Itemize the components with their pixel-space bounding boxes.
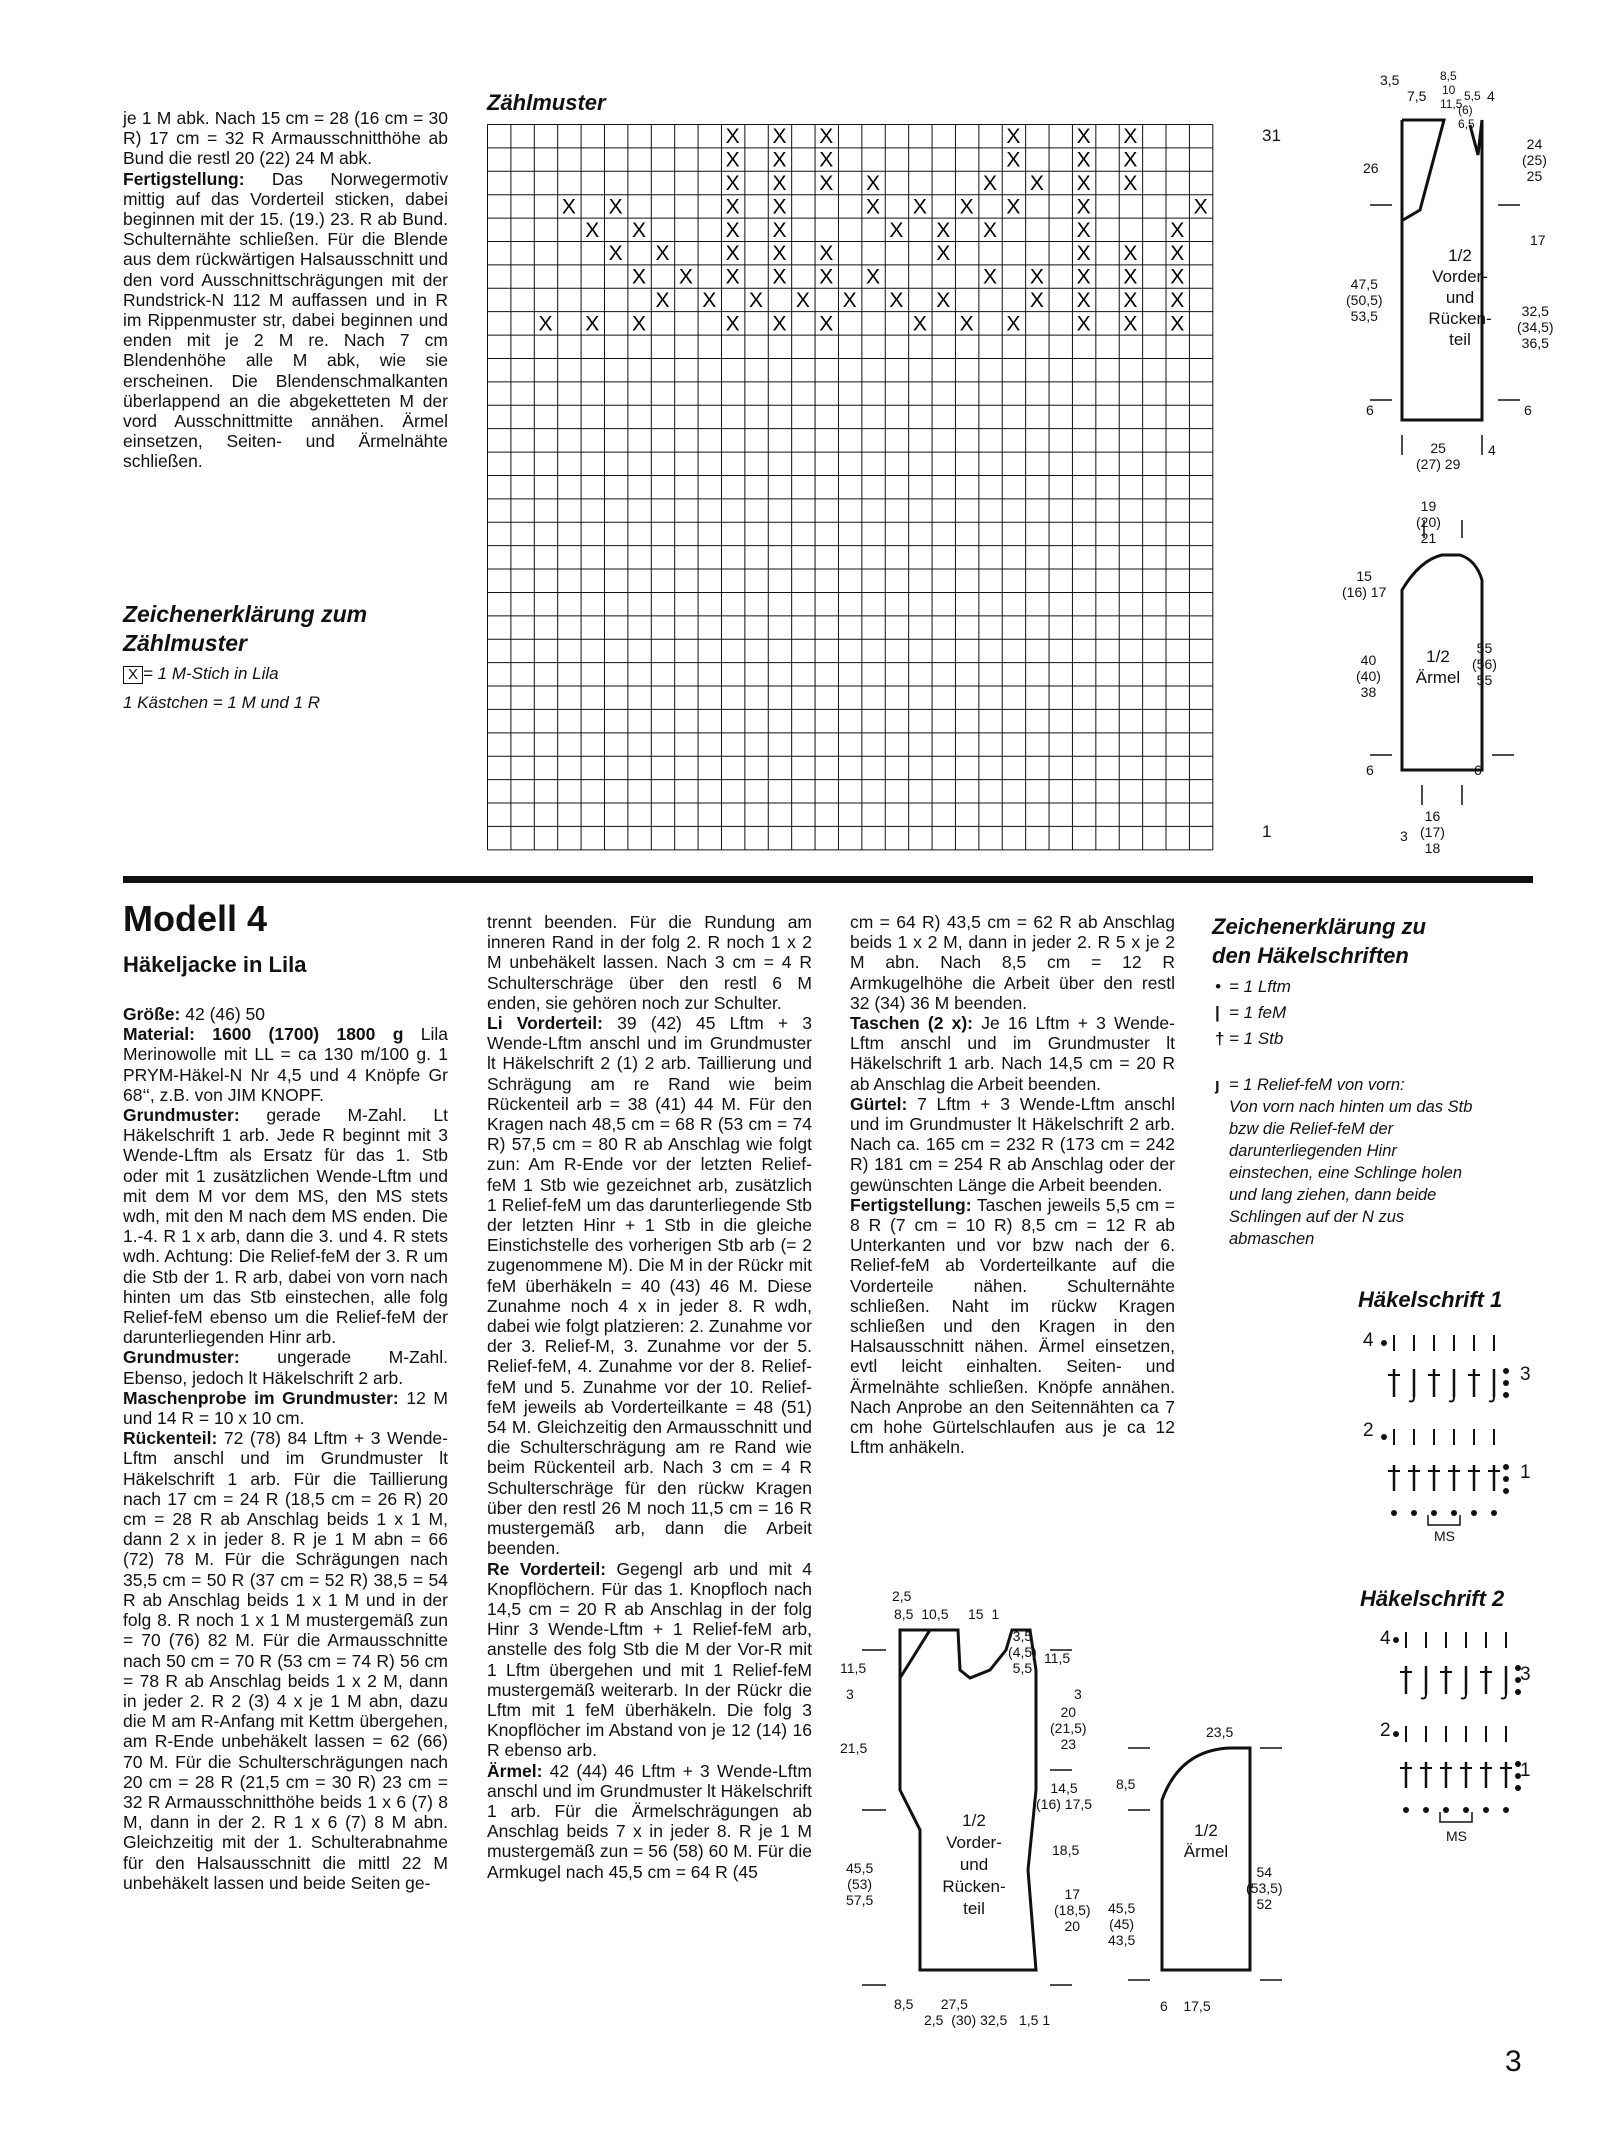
s1-bottom-25: 25 (27) 29 bbox=[1416, 440, 1461, 472]
grid-x-mark: X bbox=[795, 288, 810, 312]
grid-x-mark: X bbox=[1076, 195, 1091, 219]
hs1-ms: MS bbox=[1434, 1528, 1455, 1544]
grid-x-mark: X bbox=[1076, 218, 1091, 242]
s2-right-6: 6 bbox=[1474, 762, 1482, 778]
s1-top-f: 5,5 bbox=[1464, 89, 1481, 103]
grid-x-mark: X bbox=[819, 148, 834, 172]
paragraph-lead: Maschenprobe im Grundmuster: bbox=[123, 1387, 399, 1408]
s3-top-row: 8,5 10,5 15 1 bbox=[894, 1606, 1000, 1622]
legend1-title: Zeichenerklärung zum Zählmuster bbox=[123, 601, 368, 656]
s2-left-40: 40 (40) 38 bbox=[1356, 652, 1381, 700]
grid-x-mark: X bbox=[585, 312, 600, 336]
paragraph-lead: Li Vorderteil: bbox=[487, 1013, 603, 1034]
legend2-relief: ȷ = 1 Relief-feM von vorn: Von vorn nach hinten um das Stb bzw die Relief-feM der darunterliegenden Hinr einstechen, eine Schlinge holen und lang ziehen, dann beide Schlingen auf der N zus abmaschen bbox=[1215, 1076, 1473, 1248]
repeat-bracket bbox=[1440, 1812, 1472, 1822]
grid-x-mark: X bbox=[842, 288, 857, 312]
grid-x-mark: X bbox=[912, 195, 927, 219]
grid-x-mark: X bbox=[725, 148, 740, 172]
grid-x-mark: X bbox=[1170, 288, 1185, 312]
chain-dot bbox=[1503, 1807, 1509, 1813]
grid-x-mark: X bbox=[866, 195, 881, 219]
dot-icon: • bbox=[1215, 977, 1221, 996]
s2-center: 1/2 Ärmel bbox=[1415, 647, 1461, 687]
s1-top-a: 3,5 bbox=[1380, 72, 1400, 88]
s4-bottom: 6 17,5 bbox=[1160, 1998, 1211, 2014]
chain-dot bbox=[1443, 1807, 1449, 1813]
relief-hook bbox=[1449, 1397, 1454, 1402]
s3-r115: 11,5 bbox=[1044, 1650, 1071, 1666]
paragraph-lead: Fertigstellung: bbox=[850, 1194, 972, 1215]
page-number: 3 bbox=[1505, 2045, 1522, 2078]
paragraph-lead: Grundmuster: bbox=[123, 1105, 240, 1126]
grid-x-mark: X bbox=[772, 265, 787, 289]
chain-dot bbox=[1515, 1689, 1521, 1695]
paragraph: Maschenprobe im Grundmuster: 12 M und 14 R = 10 x 10 cm. bbox=[123, 1387, 448, 1429]
grid-x-mark: X bbox=[632, 265, 647, 289]
s2-right-55: 55 (56) 55 bbox=[1472, 640, 1497, 688]
s1-right-6: 6 bbox=[1524, 402, 1532, 418]
grid-x-mark: X bbox=[608, 242, 623, 266]
s3-r3: 3 bbox=[1074, 1686, 1082, 1702]
grid-x-mark: X bbox=[772, 242, 787, 266]
paragraph: Li Vorderteil: 39 (42) 45 Lftm + 3 Wende-Lftm anschl und im Grundmuster lt Häkelschrift 2 (1) 2 arb. Taillierung und Schrägung am re Rand wie beim Rückenteil arb = 38 (41) 44 M. Für den Kragen nach 48,5 cm = 68 R (53 cm = 74 R) 57,5 cm = 80 R ab Anschlag wie folgt zun: Am R-Ende vor der letzten Relief-feM 1 Stb wie gezeichnet arb, zusätzlich 1 Relief-feM um das darunterliegende Stb der letzten Hinr + 1 Stb in die gleiche Einstichstelle des vorherigen Stb arb (= 2 zugenommene M). Die M in der Rückr mit feM überhäkeln = 40 (43) 46 M. Diese Zunahme noch 4 x in jeder 8. R wdh, dabei wie folgt platzieren: 2. Zunahme vor der 3. Relief-M, 3. Zunahme vor der 5. Relief-feM, 4. Zunahme vor der 8. Relief-feM und 5. Zunahme vor der 10. Relief-feM jeweils ab Vorderteilkante = 48 (51) 54 M. Gleichzeitig den Armausschnitt und die Schulterschrägung am re Rand wie beim Rückenteil arb. Nach 3 cm = 4 R Schulterschräge für den rückw Kragen über den restl 26 M noch 11,5 cm = 16 R mustergemäß arb, dann die Arbeit beenden. bbox=[487, 1013, 812, 1559]
s2-left-15: 15 (16) 17 bbox=[1342, 568, 1387, 600]
s1-bottom-4: 4 bbox=[1488, 442, 1496, 458]
grid-x-mark: X bbox=[1193, 195, 1208, 219]
relief-icon: ȷ bbox=[1215, 1076, 1220, 1094]
hs2-row1: 1 bbox=[1520, 1760, 1531, 1781]
relief-hook bbox=[1409, 1397, 1414, 1402]
chain-dot bbox=[1503, 1488, 1509, 1494]
hs1-row2: 2 bbox=[1363, 1420, 1374, 1441]
s1-top-c: 8,5 bbox=[1440, 69, 1457, 83]
grid-x-mark: X bbox=[983, 218, 998, 242]
grid-x-mark: X bbox=[819, 125, 834, 149]
s4-l455: 45,5 (45) 43,5 bbox=[1108, 1900, 1136, 1948]
grid-x-mark: X bbox=[608, 195, 623, 219]
grid-x-mark: X bbox=[1170, 242, 1185, 266]
s2-left-6: 6 bbox=[1366, 762, 1374, 778]
s1-top-b: 7,5 bbox=[1407, 88, 1427, 104]
s4-r54: 54 (53,5) 52 bbox=[1246, 1864, 1283, 1912]
relief-hook bbox=[1489, 1397, 1494, 1402]
paragraph: Ärmel: 42 (44) 46 Lftm + 3 Wende-Lftm anschl und im Grundmuster lt Häkelschrift 1 arb. Für die Ärmelschrägungen ab Anschlag beids 7 x in jeder 8. R je 1 M mustergemäß zun = 56 (58) 60 M. Für die Armkugel nach 45,5 cm = 64 R (45 bbox=[487, 1760, 812, 1882]
s3-l115: 11,5 bbox=[840, 1660, 867, 1676]
s1-left-475: 47,5 (50,5) 53,5 bbox=[1346, 276, 1383, 324]
s3-t2: 3,5 (4,5) 5,5 bbox=[1008, 1628, 1037, 1676]
grid-x-mark: X bbox=[912, 312, 927, 336]
chain-dot bbox=[1393, 1637, 1399, 1643]
grid-x-mark: X bbox=[1123, 265, 1138, 289]
s1-center: 1/2 Vorder- und Rücken- teil bbox=[1428, 246, 1492, 349]
hs1-row1: 1 bbox=[1520, 1462, 1531, 1483]
s3-r185: 18,5 bbox=[1052, 1842, 1080, 1858]
grid-x-mark: X bbox=[725, 171, 740, 195]
chain-dot bbox=[1471, 1510, 1477, 1516]
grid-x-mark: X bbox=[1006, 125, 1021, 149]
paragraph-lead: Rückenteil: bbox=[123, 1428, 218, 1449]
text-column-3 bbox=[850, 912, 1175, 1457]
paragraph-lead: Gürtel: bbox=[850, 1093, 908, 1114]
grid-x-mark: X bbox=[936, 288, 951, 312]
s4-center: 1/2 Ärmel bbox=[1183, 1821, 1229, 1861]
grid-x-mark: X bbox=[1123, 125, 1138, 149]
s3-bottom-2: 2,5 (30) 32,5 1,5 1 bbox=[924, 2012, 1051, 2028]
grid-x-mark: X bbox=[1076, 265, 1091, 289]
paragraph-lead: Taschen (2 x): bbox=[850, 1013, 974, 1034]
grid-x-mark: X bbox=[725, 125, 740, 149]
s1-top-g: (6) bbox=[1458, 103, 1473, 117]
grid-row-label-bottom: 1 bbox=[1262, 822, 1272, 841]
grid-x-mark: X bbox=[678, 265, 693, 289]
grid-x-mark: X bbox=[772, 148, 787, 172]
grid-x-mark: X bbox=[538, 312, 553, 336]
s3-r145: 14,5 (16) 17,5 bbox=[1036, 1780, 1093, 1812]
grid-x-mark: X bbox=[819, 265, 834, 289]
s3-r20: 20 (21,5) 23 bbox=[1050, 1704, 1087, 1752]
grid-x-mark: X bbox=[632, 312, 647, 336]
model-subtitle: Häkeljacke in Lila bbox=[123, 952, 307, 977]
paragraph-lead: Re Vorderteil: bbox=[487, 1558, 607, 1579]
hs1-row4: 4 bbox=[1363, 1330, 1374, 1351]
chain-dot bbox=[1411, 1510, 1417, 1516]
grid-x-mark: X bbox=[1029, 171, 1044, 195]
grid-x-mark: X bbox=[936, 242, 951, 266]
legend2-lftm: • = 1 Lftm bbox=[1215, 974, 1291, 1000]
grid-x-mark: X bbox=[1029, 288, 1044, 312]
chain-dot bbox=[1515, 1785, 1521, 1791]
s1-right-325: 32,5 (34,5) 36,5 bbox=[1517, 303, 1554, 351]
paragraph: Material: 1600 (1700) 1800 g Lila Merinowolle mit LL = ca 130 m/100 g. 1 PRYM-Häkel-N Nr 4,5 und 4 Knöpfe Gr 68‘‘, z.B. von JIM KNOPF. bbox=[123, 1024, 448, 1105]
relief-hook bbox=[1501, 1694, 1506, 1699]
grid-x-mark: X bbox=[819, 242, 834, 266]
chain-dot bbox=[1503, 1392, 1509, 1398]
top-left-text bbox=[123, 108, 448, 472]
relief-hook bbox=[1421, 1694, 1426, 1699]
counting-grid bbox=[487, 124, 1257, 854]
grid-x-mark: X bbox=[1123, 242, 1138, 266]
schematic-sleeve-bottom bbox=[1110, 1720, 1330, 2020]
grid-x-mark: X bbox=[585, 218, 600, 242]
hs2-row4: 4 bbox=[1380, 1628, 1391, 1649]
chain-dot bbox=[1503, 1464, 1509, 1470]
hs2-ms: MS bbox=[1446, 1828, 1467, 1844]
text-column-2 bbox=[487, 912, 812, 1882]
grid-x-mark: X bbox=[866, 265, 881, 289]
grid-x-mark: X bbox=[1123, 148, 1138, 172]
legend1-item1: X = 1 M-Stich in Lila bbox=[123, 664, 279, 684]
grid-x-mark: X bbox=[772, 171, 787, 195]
grid-x-mark: X bbox=[749, 288, 764, 312]
chain-dot bbox=[1393, 1731, 1399, 1737]
grid-x-mark: X bbox=[1006, 148, 1021, 172]
hs2-row2: 2 bbox=[1380, 1720, 1391, 1741]
grid-row-label-top: 31 bbox=[1262, 126, 1281, 145]
grid-x-mark: X bbox=[702, 288, 717, 312]
paragraph: Rückenteil: 72 (78) 84 Lftm + 3 Wende-Lftm anschl und im Grundmuster lt Häkelschrift 1 arb. Für die Taillierung nach 17 cm = 24 R (18,5 cm = 26 R) 20 cm = 28 R ab Anschlag beids 1 x 1 M, dann 2 x in jeder 8. R je 1 M abn = 66 (72) 78 M. Für die Schrägungen nach 35,5 cm = 50 R (37 cm = 52 R) 38,5 = 54 R ab Anschlag beids 1 x 1 M und in der folg 8. R noch 1 x 1 M mustergemäß zun = 70 (76) 82 M. Für die Armausschnitte nach 50 cm = 70 R (53 cm = 74 R) 56 cm = 78 R ab Anschlag beids 1 x 2 M, dann in jeder 2. R 2 (3) 4 x je 1 M abn, dazu die M am R-Anfang mit Kettm übergehen, am R-Ende unbehäkelt lassen = 62 (66) 70 M. Für die Schulterschrägungen nach 20 cm = 28 R (21,5 cm = 30 R) 23 cm = 32 R Armausschnitthöhe beids 1 x 6 (7) 8 M, dann in der 2. R 1 x 6 (7) 8 M abn. Gleichzeitig mit der 1. Schulterabnahme für den Halsausschnitt die mittl 22 M unbehäkelt lassen und beide Seiten ge- bbox=[123, 1428, 448, 1893]
grid-x-mark: X bbox=[1170, 265, 1185, 289]
s4-top: 23,5 bbox=[1206, 1724, 1234, 1740]
hs2-title: Häkelschrift 2 bbox=[1360, 1586, 1505, 1611]
grid-x-mark: X bbox=[561, 195, 576, 219]
chain-dot bbox=[1503, 1476, 1509, 1482]
grid-x-mark: X bbox=[772, 125, 787, 149]
grid-x-mark: X bbox=[725, 265, 740, 289]
chain-dot bbox=[1431, 1510, 1437, 1516]
grid-x-mark: X bbox=[1006, 195, 1021, 219]
grid-x-mark: X bbox=[1076, 288, 1091, 312]
grid-x-mark: X bbox=[725, 218, 740, 242]
paragraph: Grundmuster: gerade M-Zahl. Lt Häkelschrift 1 arb. Jede R beginnt mit 3 Wende-Lftm als Ersatz für das 1. Stb oder mit 1 zusätzlichen Wende-Lftm und mit dem M vor dem MS, den MS stets wdh, mit den M nach dem MS enden. Die 1.-4. R 1 x arb, dann die 3. und 4. R stets wdh. Achtung: Die Relief-feM der 3. R um die Stb der 1. R arb, dabei von vorn nach hinten um das Stb einstechen, alle folg Relief-feM ebenso um die Relief-feM der darunterliegenden Hinr arb. bbox=[123, 1105, 448, 1348]
grid-x-mark: X bbox=[1076, 242, 1091, 266]
grid-x-mark: X bbox=[1170, 218, 1185, 242]
paragraph-lead: Größe: bbox=[123, 1004, 181, 1024]
s3-center: 1/2 Vorder- und Rücken- teil bbox=[942, 1811, 1006, 1918]
chain-dot bbox=[1503, 1380, 1509, 1386]
s3-l215: 21,5 bbox=[840, 1740, 868, 1756]
stb-icon: † bbox=[1215, 1029, 1225, 1048]
s3-l455: 45,5 (53) 57,5 bbox=[846, 1860, 874, 1908]
grid-x-mark: X bbox=[725, 242, 740, 266]
paragraph: je 1 M abk. Nach 15 cm = 28 (16 cm = 30 R) 17 cm = 32 R Armausschnitthöhe ab Bund die restl 20 (22) 24 M abk. bbox=[123, 108, 448, 169]
grid-x-mark: X bbox=[1170, 312, 1185, 336]
crochet-chart-1 bbox=[1360, 1325, 1540, 1555]
paragraph: Grundmuster: ungerade M-Zahl. Ebenso, jedoch lt Häkelschrift 2 arb. bbox=[123, 1347, 448, 1388]
paragraph-lead: Ärmel: bbox=[487, 1760, 543, 1781]
legend1-item2: 1 Kästchen = 1 M und 1 R bbox=[123, 693, 321, 712]
grid-x-mark: X bbox=[1076, 125, 1091, 149]
s3-top: 2,5 bbox=[892, 1588, 912, 1604]
legend2-fem: | = 1 feM bbox=[1215, 1000, 1291, 1026]
grid-x-mark: X bbox=[889, 218, 904, 242]
grid-x-mark: X bbox=[725, 312, 740, 336]
s1-right-17: 17 bbox=[1530, 232, 1546, 248]
s4-l85: 8,5 bbox=[1116, 1776, 1136, 1792]
chain-dot bbox=[1381, 1340, 1387, 1346]
grid-x-mark: X bbox=[983, 265, 998, 289]
grid-x-mark: X bbox=[1006, 312, 1021, 336]
s1-left-26: 26 bbox=[1363, 160, 1379, 176]
text-column-1 bbox=[123, 1004, 448, 1893]
chain-dot bbox=[1503, 1368, 1509, 1374]
grid-x-mark: X bbox=[1076, 148, 1091, 172]
grid-x-mark: X bbox=[866, 171, 881, 195]
paragraph: Gürtel: 7 Lftm + 3 Wende-Lftm anschl und im Grundmuster lt Häkelschrift 2 arb. Nach ca. 165 cm = 232 R (173 cm = 242 R) 181 cm = 254 R ab Anschlag oder der gewünschten Länge die Arbeit beenden. bbox=[850, 1093, 1175, 1195]
chain-dot bbox=[1451, 1510, 1457, 1516]
relief-hook bbox=[1461, 1694, 1466, 1699]
chain-dot bbox=[1423, 1807, 1429, 1813]
grid-x-mark: X bbox=[772, 195, 787, 219]
paragraph-lead: Grundmuster: bbox=[123, 1347, 240, 1368]
grid-x-mark: X bbox=[655, 242, 670, 266]
legend2-stb: † = 1 Stb bbox=[1215, 1026, 1291, 1052]
grid-x-mark: X bbox=[772, 312, 787, 336]
paragraph-lead: Material: 1600 (1700) 1800 g bbox=[123, 1024, 404, 1045]
grid-x-mark: X bbox=[725, 195, 740, 219]
grid-x-mark: X bbox=[936, 218, 951, 242]
grid-x-mark: X bbox=[1123, 288, 1138, 312]
s2-bottom: 16 (17) 18 bbox=[1420, 808, 1445, 856]
chain-dot bbox=[1391, 1510, 1397, 1516]
hs2-row3: 3 bbox=[1520, 1664, 1531, 1685]
model-title: Modell 4 bbox=[123, 898, 268, 939]
s1-top-h: 6,5 bbox=[1458, 117, 1475, 131]
repeat-bracket bbox=[1428, 1515, 1460, 1525]
grid-x-mark: X bbox=[983, 171, 998, 195]
chain-dot bbox=[1403, 1807, 1409, 1813]
grid-x-mark: X bbox=[1123, 312, 1138, 336]
grid-x-mark: X bbox=[772, 218, 787, 242]
section-divider bbox=[123, 876, 1533, 883]
grid-x-mark: X bbox=[889, 288, 904, 312]
fem-icon: | bbox=[1215, 1003, 1220, 1022]
grid-x-mark: X bbox=[959, 312, 974, 336]
grid-x-mark: X bbox=[1076, 171, 1091, 195]
legend2-items bbox=[1215, 974, 1291, 1052]
paragraph: Re Vorderteil: Gegengl arb und mit 4 Knopflöchern. Für das 1. Knopfloch nach 14,5 cm = 20 R ab Anschlag in der folg Hinr 3 Wende-Lftm + 1 Relief-feM arb, anstelle des folg Stb die M der Vor-R mit 1 Lftm übergehen und mit 1 Relief-feM mustergemäß weiterarb. In der Rückr die Lftm mit 1 feM überhäkeln. Die folg 3 Knopflöcher im Abstand von je 12 (14) 16 R ebenso arb. bbox=[487, 1558, 813, 1761]
chart-title: Zählmuster bbox=[487, 90, 606, 115]
s2-top: 19 (20) 21 bbox=[1416, 498, 1441, 546]
paragraph-lead: Fertigstellung: bbox=[123, 168, 245, 189]
grid-x-mark: X bbox=[655, 288, 670, 312]
paragraph: Fertigstellung: Das Norwegermotiv mittig auf das Vorderteil sticken, dabei beginnen mit der 15. (19.) 23. R ab Bund. Schulternähte schließen. Für die Blende aus dem rückwärtigen Halsausschnitt und den vord Ausschnittschrägungen mit der Rundstrick-N 112 M auffassen und in R im Rippenmuster str, dabei beginnen und enden mit je 2 M re. Nach 7 cm Blendenhöhe alle M abk, wie sie erscheinen. Die Blendenschmalkanten überlappend an die abgeketteten M der vord Ausschnittmitte annähen. Ärmel einsetzen, Seiten- und Ärmelnähte schließen. bbox=[123, 168, 448, 472]
grid-x-mark: X bbox=[819, 312, 834, 336]
s3-l3: 3 bbox=[846, 1686, 854, 1702]
grid-x-mark: X bbox=[1076, 312, 1091, 336]
grid-x-mark: X bbox=[959, 195, 974, 219]
grid-x-mark: X bbox=[819, 171, 834, 195]
hs1-title: Häkelschrift 1 bbox=[1358, 1287, 1503, 1312]
s3-r17: 17 (18,5) 20 bbox=[1054, 1886, 1091, 1934]
s1-top-i: 4 bbox=[1487, 88, 1495, 104]
legend2-title: Zeichenerklärung zu den Häkelschriften bbox=[1212, 914, 1426, 968]
chain-dot bbox=[1491, 1510, 1497, 1516]
s1-top-e: 11,5 bbox=[1440, 97, 1463, 111]
hs1-row3: 3 bbox=[1520, 1364, 1531, 1385]
chain-dot bbox=[1381, 1434, 1387, 1440]
x-symbol: X bbox=[123, 666, 143, 684]
paragraph: Größe: 42 (46) 50 bbox=[123, 1004, 266, 1024]
s1-right-24: 24 (25) 25 bbox=[1522, 136, 1547, 184]
paragraph: Fertigstellung: Taschen jeweils 5,5 cm = 8 R (7 cm = 10 R) 8,5 cm = 12 R ab Unterkanten und vor bzw nach der 6. Relief-feM ab Vorderteilkante auf die Vorderteile nähen. Schulternähte schließen. Naht im rückw Kragen schließen und den Kragen in den Halsausschnitt nähen. Ärmel einsetzen, evtl leicht einhalten. Seiten- und Ärmelnähte schließen. Knöpfe annähen. Nach Anprobe an den Seitennähten ca 7 cm hohe Gürtelschlaufen aus je ca 12 Lftm anhäkeln. bbox=[850, 1194, 1175, 1458]
paragraph: cm = 64 R) 43,5 cm = 62 R ab Anschlag beids 1 x 2 M, dann in jeder 2. R 5 x je 2 M abn. Nach 8,5 cm = 12 R Armkugelhöhe die Arbeit über den restl 32 (34) 36 M beenden. bbox=[850, 912, 1175, 1013]
s2-bottom-3: 3 bbox=[1400, 828, 1408, 844]
grid-x-mark: X bbox=[632, 218, 647, 242]
s3-bottom: 8,5 27,5 bbox=[894, 1996, 968, 2012]
paragraph: Taschen (2 x): Je 16 Lftm + 3 Wende-Lftm anschl und im Grundmuster lt Häkelschrift 1 arb. Nach 14,5 cm = 20 R ab Anschlag die Arbeit beenden. bbox=[850, 1013, 1175, 1094]
s1-top-d: 10 bbox=[1442, 83, 1456, 97]
chain-dot bbox=[1483, 1807, 1489, 1813]
grid-x-mark: X bbox=[1029, 265, 1044, 289]
chain-dot bbox=[1463, 1807, 1469, 1813]
paragraph: trennt beenden. Für die Rundung am inneren Rand in der folg 2. R noch 1 x 2 M unbehäkelt lassen. Nach 3 cm = 4 R Schulterschräge über den restl 6 M enden, sie gehören noch zur Schulter. bbox=[487, 912, 812, 1013]
s1-left-6: 6 bbox=[1366, 402, 1374, 418]
grid-x-mark: X bbox=[1123, 171, 1138, 195]
